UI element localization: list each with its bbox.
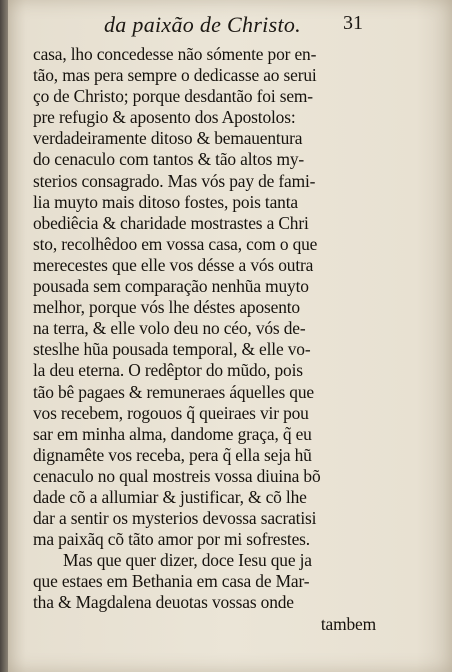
text-line: vos recebem, rogouos q̃ queiraes vir pou xyxy=(33,402,309,423)
running-title: da paixão de Christo. xyxy=(104,12,301,37)
text-line: pousada sem comparação nenhũa muyto xyxy=(33,276,309,297)
text-line: sto, recolhêdoo em vossa casa, com o que xyxy=(33,233,318,254)
text-line: merecestes que elle vos désse a vós outra xyxy=(33,254,314,275)
text-line: ma paixãq cõ tãto amor por mi sofrestes. xyxy=(33,529,310,550)
text-line: verdadeiramente ditoso & bemauentura xyxy=(33,128,303,149)
text-line: cenaculo no qual mostreis vossa diuina bõ xyxy=(33,465,321,486)
text-line: dignamête vos receba, pera q̃ ella seja hũ xyxy=(33,444,312,465)
paragraph-start-line: Mas que quer dizer, doce Iesu que ja xyxy=(63,550,312,571)
body-text xyxy=(33,44,378,635)
page-number: 31 xyxy=(343,12,363,34)
page-header xyxy=(8,10,452,40)
text-line: pre refugio & aposento dos Apostolos: xyxy=(33,107,296,128)
text-line: sterios consagrado. Mas vós pay de fami- xyxy=(33,170,316,191)
text-line: melhor, porque vós lhe déstes aposento xyxy=(33,297,300,318)
text-line: la deu eterna. O redêptor do mũdo, pois xyxy=(33,360,303,381)
text-line: lia muyto mais ditoso fostes, pois tanta xyxy=(33,191,298,212)
text-line: do cenaculo com tantos & tão altos my- xyxy=(33,149,305,170)
text-line: obediêcia & charidade mostrastes a Chri xyxy=(33,212,309,233)
text-line: tão, mas pera sempre o dedicasse ao serui xyxy=(33,65,317,86)
text-line: na terra, & elle volo deu no céo, vós de- xyxy=(33,318,306,339)
book-page xyxy=(8,0,452,672)
catchword: tambem xyxy=(320,613,376,634)
text-line: tha & Magdalena deuotas vossas onde xyxy=(33,592,294,613)
text-line: que estaes em Bethania em casa de Mar- xyxy=(33,571,310,592)
text-line: dar a sentir os mysterios devossa sacratisi xyxy=(33,508,317,529)
text-line: casa, lho concedesse não sómente por en- xyxy=(33,44,317,64)
text-line: dade cõ a allumiar & justificar, & cõ lhe xyxy=(33,486,307,507)
text-line: ço de Christo; porque desdantão foi sem- xyxy=(33,86,313,107)
text-line: sar em minha alma, dandome graça, q̃ eu xyxy=(33,423,312,444)
text-line: steslhe hũa pousada temporal, & elle vo- xyxy=(33,339,311,360)
text-line: tão bê pagaes & remuneraes áquelles que xyxy=(33,381,314,402)
